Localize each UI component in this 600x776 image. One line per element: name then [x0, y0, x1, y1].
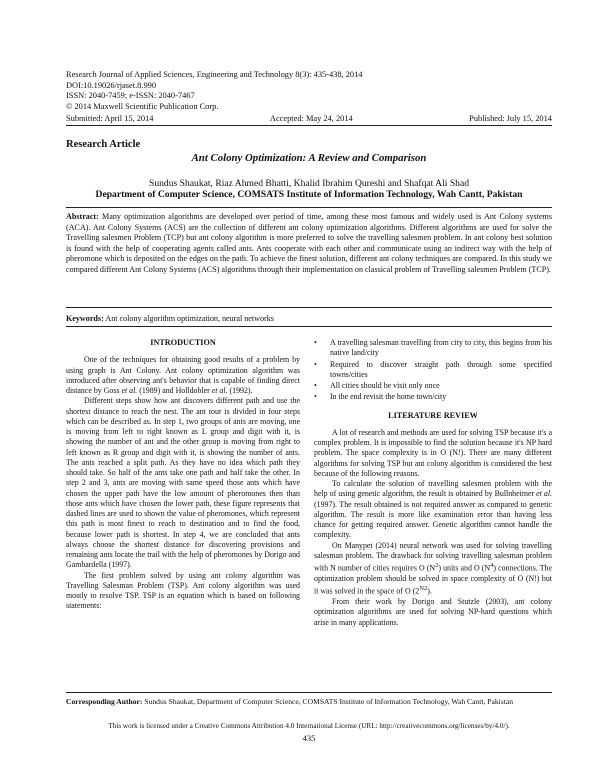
lit-paragraph-4: From their work by Dorigo and Stutzle (2003), ant colony optimization algorithms are used for solving NP-hard questions which arise in many applications. — [314, 597, 552, 627]
author-list: Sundus Shaukat, Riaz Ahmed Bhatti, Khalid Ibrahim Qureshi and Shafqat Ali Shad — [148, 178, 470, 189]
header-divider — [66, 125, 552, 126]
lit-paragraph-2: To calculate the solution of travelling salesmen problem with the help of using genetic algorithm, the result is obtained by Bullnheimer et al. (1997). The result obtained is not required answer as compared to genetic algorithm. The result is more like examination error than having less chance for getting required answer. Genetic algorithm cannot handle the complexity. — [314, 479, 552, 540]
footer-divider — [66, 692, 552, 693]
publication-dates — [66, 114, 552, 123]
corresponding-author — [66, 697, 552, 707]
tsp-statement-list — [314, 338, 552, 403]
published-date: Published: July 15, 2014 — [469, 114, 552, 123]
bullet-icon: • — [314, 381, 317, 390]
license-notice: This work is licensed under a Creative Commons Attribution 4.0 International License (URL: http://creativecommons.org/licenses/by/4.0/). — [108, 722, 510, 730]
article-title: Ant Colony Optimization: A Review and Comparison — [191, 152, 427, 164]
bullet-icon: • — [314, 359, 317, 369]
list-item: • Required to discover straight path through some specified towns/cities — [314, 359, 552, 379]
lit-paragraph-3: On Manypet (2014) neural network was used for solving travelling salesman problem. The drawback for solving travelling salesman problem with N number of cities requires O $(N^2)$ units and O $(N^4)$ connections. The optimization problem should be solved in space complexity of O (N!) but it was solved in the space of O $(2^{N2})$. — [314, 540, 552, 596]
keywords-divider — [66, 326, 552, 327]
abstract-top-divider — [66, 207, 552, 208]
abstract-bottom-divider — [66, 307, 552, 308]
corresponding-author-label: Corresponding Author: — [66, 697, 143, 706]
intro-paragraph-2: Different steps show how ant discovers different path and use the shortest distance to reach the nest. The ant tour is divided in four steps which can be described as. In step 1, two groups of ants are moving, one is moving from left to right known as L group and digit with it, is showing the number of ant and the other group is moving from right to left known as R group and digit with it, is showing the number of ants. The ants reached a split path. As they have no idea which path they should take. So half of the ants take one path and half take the other. In step 2 and 3, ants are moving with same speed those ants which have chosen the upper path have the low amount of pheromones then than those ants which have chosen the lower path, these figure represents that dashed lines are used to shown the value of pheromones, which represent this path is most finest to reach to destination and to find the food, because lower path is shortest. In step 4, we are concluded that ants always choose the shortest distance for discovering provisions and remaining ants locate the trail with the help of pheromones by Dorigo and Gambardella (1997). — [66, 396, 300, 570]
corresponding-author-text: Sundus Shaukat, Department of Computer Science, COMSATS Institute of Information Technology, Wah Cantt, Pakistan — [144, 697, 514, 706]
list-item: • In the end revisit the home town/city — [314, 392, 447, 402]
keywords-text: Ant colony algorithm optimization, neural networks — [105, 314, 274, 323]
literature-review-heading: LITERATURE REVIEW — [388, 410, 478, 420]
list-item: • A travelling salesman travelling from city to city, this begins from his native land/city — [314, 338, 552, 358]
intro-paragraph-1: One of the techniques for obtaining good results of a problem by using graph is Ant Colony. Ant colony optimization algorithm was introduced after observing ant's behavior that is capable of finding direct distance by Goss et al. (1989) and Holldobler et al. (1992). — [66, 355, 300, 395]
keywords-label: Keywords: — [66, 314, 104, 323]
abstract-text: Many optimization algorithms are developed over period of time, among these most famous and widely used is Ant Colony systems (ACA). Ant Colony Systems (ACS) are the collection of different ant colony optimization algorithms. Different algorithms are used for solve the Travelling salesmen Problem (TCP) but ant colony algorithm is more preferred to solve the travelling salesmen problem. In ant colony best solution is found with the help of cooperating agents called ants. Ants cooperate with each other and communicate using an indirect way with the help of pheromone which is deposited on the edges on the path. To achieve the finest solution, different ant colony techniques are compared. In this study we compared different Ant Colony Systems (ACS) algorithms through their implementation on classical problem of Travelling salesmen Problem (TCP). — [66, 212, 552, 274]
issn: ISSN: 2040-7459; e-ISSN: 2040-7467 — [66, 91, 195, 101]
bullet-icon: • — [314, 392, 317, 402]
lit-paragraph-1: A lot of research and methods are used for solving TSP because it's a complex problem. It is impossible to find the solution because it's NP hard problem. The space complexity is in O (N!). There are many different algorithms for solving TSP but ant colony algorithm is considered the best because of the following reasons. — [314, 427, 552, 478]
copyright: © 2014 Maxwell Scientific Publication Corp. — [66, 101, 219, 111]
journal-header — [66, 70, 363, 112]
journal-citation: Research Journal of Applied Sciences, Engineering and Technology 8(3): 435-438, 2014 — [66, 70, 363, 79]
abstract — [66, 212, 552, 276]
introduction-heading: INTRODUCTION — [150, 338, 216, 347]
bullet-icon: • — [314, 338, 317, 347]
left-column — [66, 338, 300, 612]
keywords — [66, 314, 552, 323]
right-column — [314, 338, 552, 628]
list-item: • All cities should be visit only once — [314, 381, 440, 390]
page-number: 435 — [302, 733, 316, 743]
article-type: Research Article — [66, 139, 141, 150]
abstract-label: Abstract: — [66, 212, 99, 221]
accepted-date: Accepted: May 24, 2014 — [269, 114, 353, 123]
submitted-date: Submitted: April 15, 2014 — [66, 114, 154, 123]
affiliation: Department of Computer Science, COMSATS Institute of Information Technology, Wah Cantt, Pakistan — [95, 189, 523, 200]
doi: DOI:10.19026/rjaset.8.990 — [66, 80, 157, 90]
intro-paragraph-3: The first problem solved by using ant colony algorithm was Travelling Salesman Problem (TSP). Ant colony algorithm was used mostly to resolve TSP. TSP is an equation which is based on following statements: — [66, 570, 300, 611]
